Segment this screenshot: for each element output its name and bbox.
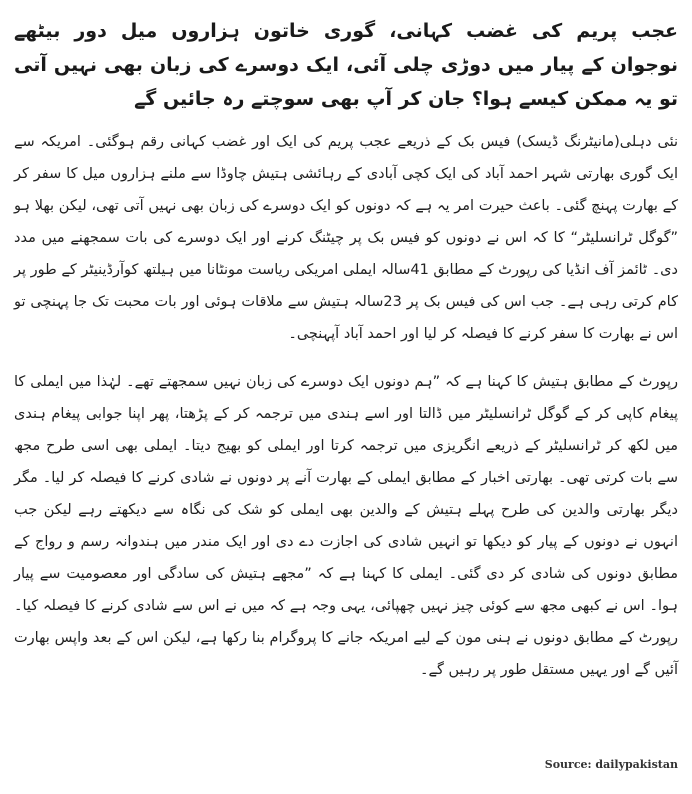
source-credit: Source: dailypakistan (544, 758, 678, 771)
article-headline: عجب پریم کی غضب کہانی، گوری خاتون ہزاروں میل دور بیٹھے نوجوان کے پیار میں دوڑی چلی آئی، ایک دوسرے کی زبان بھی نہیں آتی تو یہ ممکن کیسے ہوا؟ جان کر آپ بھی سوچتے رہ جائیں گے (14, 20, 678, 110)
article-paragraph-2: رپورٹ کے مطابق ہتیش کا کہنا ہے کہ ”ہم دونوں ایک دوسرے کی زبان نہیں سمجھتے تھے۔ لہٰذا میں ایملی کا پیغام کاپی کر کے گوگل ٹرانسلیٹر میں ڈالتا اور اسے ہندی میں ترجمہ کر کے پڑھتا، پھر اپنا جوابی پیغام ہندی میں لکھ کر ٹرانسلیٹر کے ذریعے انگریزی میں ترجمہ کرتا اور ایملی کو بھیج دیتا۔ ایملی بھی اسی طرح مجھ سے بات کرتی تھی۔ بھارتی اخبار کے مطابق ایملی کے بھارت آنے پر دونوں نے شادی کرنے کا فیصلہ کر لیا۔ مگر دیگر بھارتی والدین کی طرح پہلے ہتیش کے والدین بھی ایملی کو شک کی نگاہ سے دیکھتے رہے لیکن جب انہوں نے دونوں کے پیار کو دیکھا تو انہیں شادی کی اجازت دے دی اور ایک مندر میں ہندوانہ رسم و رواج کے مطابق دونوں کی شادی کر دی گئی۔ ایملی کا کہنا ہے کہ ”مجھے ہتیش کی سادگی اور معصومیت سے پیار ہوا۔ اس نے کبھی مجھ سے کوئی چیز نہیں چھپائی، یہی وجہ ہے کہ میں نے اس سے شادی کرنے کا فیصلہ کیا۔ رپورٹ کے مطابق دونوں نے ہنی مون کے لیے امریکہ جانے کا پروگرام بنا رکھا ہے، لیکن اس کے بعد واپس بھارت آئیں گے اور یہیں مستقل طور پر رہیں گے۔ (14, 374, 678, 678)
article-paragraph-1: نئی دہلی(مانیٹرنگ ڈیسک) فیس بک کے ذریعے عجب پریم کی ایک اور غضب کہانی رقم ہوگئی۔ امریکہ سے ایک گوری بھارتی شہر احمد آباد کی ایک کچی آبادی کے رہائشی ہتیش چاوڈا سے ملنے ہزاروں میل کا سفر کر کے بھارت پہنچ گئی۔ باعث حیرت امر یہ ہے کہ دونوں کو ایک دوسرے کی زبان بھی نہیں آتی تھی، لیکن بھلا ہو ”گوگل ٹرانسلیٹر“ کا کہ اس نے دونوں کو فیس بک پر چیٹنگ کرنے اور ایک دوسرے کی بات سمجھنے میں مدد دی۔ ٹائمز آف انڈیا کی رپورٹ کے مطابق 41سالہ ایملی امریکی ریاست مونٹانا میں ہیلتھ کوآرڈینیٹر کے طور پر کام کرتی رہی ہے۔ جب اس کی فیس بک پر 23سالہ ہتیش سے ملاقات ہوئی اور بات محبت تک جا پہنچی تو اس نے بھارت کا سفر کرنے کا فیصلہ کر لیا اور احمد آباد آپہنچی۔ (14, 134, 678, 342)
article (14, 14, 678, 694)
